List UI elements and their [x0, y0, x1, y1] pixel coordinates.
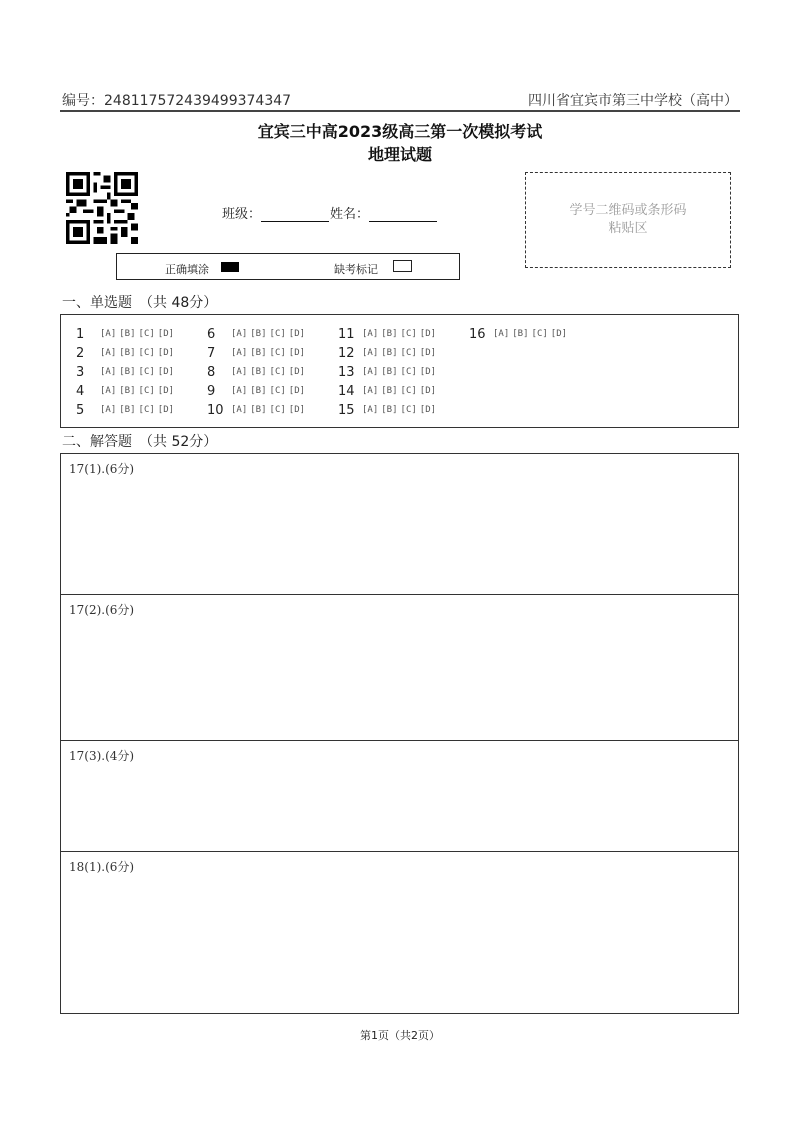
question-number: 16 — [469, 327, 486, 342]
question-number: 4 — [76, 384, 85, 399]
choice-question — [76, 384, 207, 402]
answer-bubble[interactable]: [C] — [531, 329, 548, 339]
exam-subject: 地理试题 — [367, 145, 432, 164]
answer-bubble[interactable]: [D] — [419, 386, 437, 396]
answer-bubble[interactable]: [B] — [119, 386, 136, 396]
header-divider — [60, 110, 740, 112]
answer-bubble[interactable]: [A] — [231, 405, 248, 415]
choice-question — [76, 403, 207, 421]
answer-bubble[interactable]: [A] — [100, 367, 117, 377]
answer-bubble[interactable]: [B] — [250, 405, 267, 415]
answer-bubble[interactable]: [C] — [400, 329, 417, 339]
answer-bubble[interactable]: [A] — [362, 386, 379, 396]
answer-bubble[interactable]: [C] — [138, 367, 155, 377]
choice-question — [76, 346, 207, 364]
barcode-paste-area — [525, 172, 731, 268]
answer-bubble[interactable]: [B] — [381, 405, 398, 415]
choice-question — [207, 365, 338, 383]
answer-box-label: 17(1).(6分) — [69, 462, 135, 476]
answer-bubble[interactable]: [A] — [100, 348, 117, 358]
choice-question — [207, 327, 338, 345]
answer-bubble[interactable]: [C] — [269, 367, 286, 377]
answer-bubble[interactable]: [C] — [400, 367, 417, 377]
answer-options — [493, 329, 570, 339]
answer-bubble[interactable]: [C] — [400, 405, 417, 415]
question-number: 9 — [207, 384, 216, 399]
answer-bubble[interactable]: [A] — [362, 405, 379, 415]
answer-bubble[interactable]: [D] — [419, 405, 437, 415]
answer-bubble[interactable]: [C] — [269, 405, 286, 415]
answer-bubble[interactable]: [A] — [231, 348, 248, 358]
answer-bubble[interactable]: [A] — [100, 405, 117, 415]
answer-bubble[interactable]: [D] — [157, 329, 175, 339]
answer-box-18-1[interactable] — [60, 851, 739, 1014]
choice-question — [76, 327, 207, 345]
answer-bubble[interactable]: [B] — [119, 367, 136, 377]
choice-question — [469, 327, 600, 345]
answer-options — [231, 329, 308, 339]
exam-title: 宜宾三中高2023级高三第一次模拟考试 — [257, 122, 543, 141]
answer-bubble[interactable]: [A] — [100, 386, 117, 396]
question-number: 2 — [76, 346, 85, 361]
choice-question — [207, 403, 338, 421]
question-number: 8 — [207, 365, 216, 380]
legend-correct-label: 正确填涂 — [165, 263, 209, 276]
question-number: 11 — [338, 327, 355, 342]
name-field[interactable] — [330, 203, 437, 222]
answer-options — [362, 386, 439, 396]
answer-bubble[interactable]: [D] — [419, 329, 437, 339]
answer-bubble[interactable]: [B] — [381, 367, 398, 377]
choice-question — [338, 346, 469, 364]
answer-box-label: 18(1).(6分) — [69, 860, 135, 874]
answer-bubble[interactable]: [D] — [419, 348, 437, 358]
answer-bubble[interactable]: [B] — [250, 329, 267, 339]
answer-options — [362, 405, 439, 415]
question-number: 6 — [207, 327, 216, 342]
answer-options — [231, 386, 308, 396]
answer-options — [362, 367, 439, 377]
answer-bubble[interactable]: [B] — [250, 348, 267, 358]
answer-bubble[interactable]: [C] — [400, 348, 417, 358]
question-number: 10 — [207, 403, 224, 418]
answer-options — [231, 348, 308, 358]
answer-bubble[interactable]: [D] — [157, 405, 175, 415]
answer-bubble[interactable]: [B] — [119, 348, 136, 358]
choice-question — [207, 346, 338, 364]
question-number: 14 — [338, 384, 355, 399]
qr-code-icon — [66, 172, 138, 244]
choice-question — [338, 327, 469, 345]
answer-bubble[interactable]: [B] — [119, 405, 136, 415]
answer-bubble[interactable]: [C] — [138, 329, 155, 339]
class-field[interactable] — [222, 203, 329, 222]
choice-question — [338, 365, 469, 383]
answer-bubble[interactable]: [D] — [288, 329, 306, 339]
answer-bubble[interactable]: [C] — [269, 348, 286, 358]
answer-bubble[interactable]: [A] — [362, 329, 379, 339]
choice-question — [207, 384, 338, 402]
answer-options — [362, 329, 439, 339]
answer-options — [231, 405, 308, 415]
section-answer-title: 二、解答题 （共 52分） — [62, 434, 218, 450]
answer-box-label: 17(2).(6分) — [69, 603, 135, 617]
question-number: 7 — [207, 346, 216, 361]
answer-bubble[interactable]: [A] — [100, 329, 117, 339]
name-line — [369, 207, 437, 222]
answer-bubble[interactable]: [A] — [231, 367, 248, 377]
choice-question — [338, 403, 469, 421]
header-serial: 编号：24811757243949937434​7 — [62, 93, 292, 109]
answer-bubble[interactable]: [B] — [250, 386, 267, 396]
question-number: 12 — [338, 346, 355, 361]
answer-box-17-3[interactable] — [60, 740, 739, 852]
question-number: 15 — [338, 403, 355, 418]
answer-options — [100, 367, 177, 377]
single-choice-box — [60, 314, 739, 428]
answer-bubble[interactable]: [D] — [288, 348, 306, 358]
question-number: 3 — [76, 365, 85, 380]
answer-bubble[interactable]: [D] — [419, 367, 437, 377]
answer-bubble[interactable]: [A] — [231, 329, 248, 339]
answer-bubble[interactable]: [B] — [381, 329, 398, 339]
answer-box-label: 17(3).(4分) — [69, 749, 135, 763]
answer-bubble[interactable]: [B] — [512, 329, 529, 339]
answer-bubble[interactable]: [B] — [381, 386, 398, 396]
class-line — [261, 207, 329, 222]
page-footer: 第1页（共2页） — [360, 1029, 440, 1042]
question-number: 13 — [338, 365, 355, 380]
answer-bubble[interactable]: [A] — [362, 348, 379, 358]
answer-bubble[interactable]: [B] — [119, 329, 136, 339]
answer-bubble[interactable]: [B] — [250, 367, 267, 377]
question-number: 1 — [76, 327, 85, 342]
section-single-choice-title: 一、单选题 （共 48分） — [62, 295, 218, 311]
choice-question — [76, 365, 207, 383]
answer-bubble[interactable]: [A] — [231, 386, 248, 396]
name-label: 姓名： — [330, 207, 370, 222]
answer-options — [100, 348, 177, 358]
answer-options — [100, 386, 177, 396]
header-school: 四川省宜宾市第三中学校（高中） — [528, 93, 738, 109]
answer-bubble[interactable]: [A] — [362, 367, 379, 377]
answer-bubble[interactable]: [C] — [138, 386, 155, 396]
filled-box-icon — [221, 262, 239, 272]
answer-options — [100, 329, 177, 339]
barcode-area-line1: 学号二维码或条形码 — [569, 203, 687, 218]
answer-bubble[interactable]: [C] — [269, 329, 286, 339]
answer-options — [231, 367, 308, 377]
answer-bubble[interactable]: [A] — [493, 329, 510, 339]
answer-bubble[interactable]: [C] — [138, 348, 155, 358]
question-number: 5 — [76, 403, 85, 418]
answer-bubble[interactable]: [B] — [381, 348, 398, 358]
answer-bubble[interactable]: [D] — [157, 386, 175, 396]
barcode-area-line2: 粘贴区 — [608, 221, 648, 236]
answer-bubble[interactable]: [D] — [157, 348, 175, 358]
legend-absent-label: 缺考标记 — [334, 263, 378, 276]
answer-bubble[interactable]: [D] — [550, 329, 568, 339]
answer-bubble[interactable]: [D] — [288, 367, 306, 377]
answer-options — [362, 348, 439, 358]
answer-bubble[interactable]: [C] — [400, 386, 417, 396]
answer-bubble[interactable]: [D] — [288, 386, 306, 396]
answer-options — [100, 405, 177, 415]
fill-legend — [116, 253, 460, 280]
answer-box-17-2[interactable] — [60, 594, 739, 741]
choice-question — [338, 384, 469, 402]
answer-bubble[interactable]: [C] — [138, 405, 155, 415]
absent-checkbox[interactable] — [393, 260, 412, 272]
answer-bubble[interactable]: [D] — [288, 405, 306, 415]
answer-bubble[interactable]: [D] — [157, 367, 175, 377]
class-label: 班级： — [222, 207, 262, 222]
answer-bubble[interactable]: [C] — [269, 386, 286, 396]
answer-box-17-1[interactable] — [60, 453, 739, 595]
